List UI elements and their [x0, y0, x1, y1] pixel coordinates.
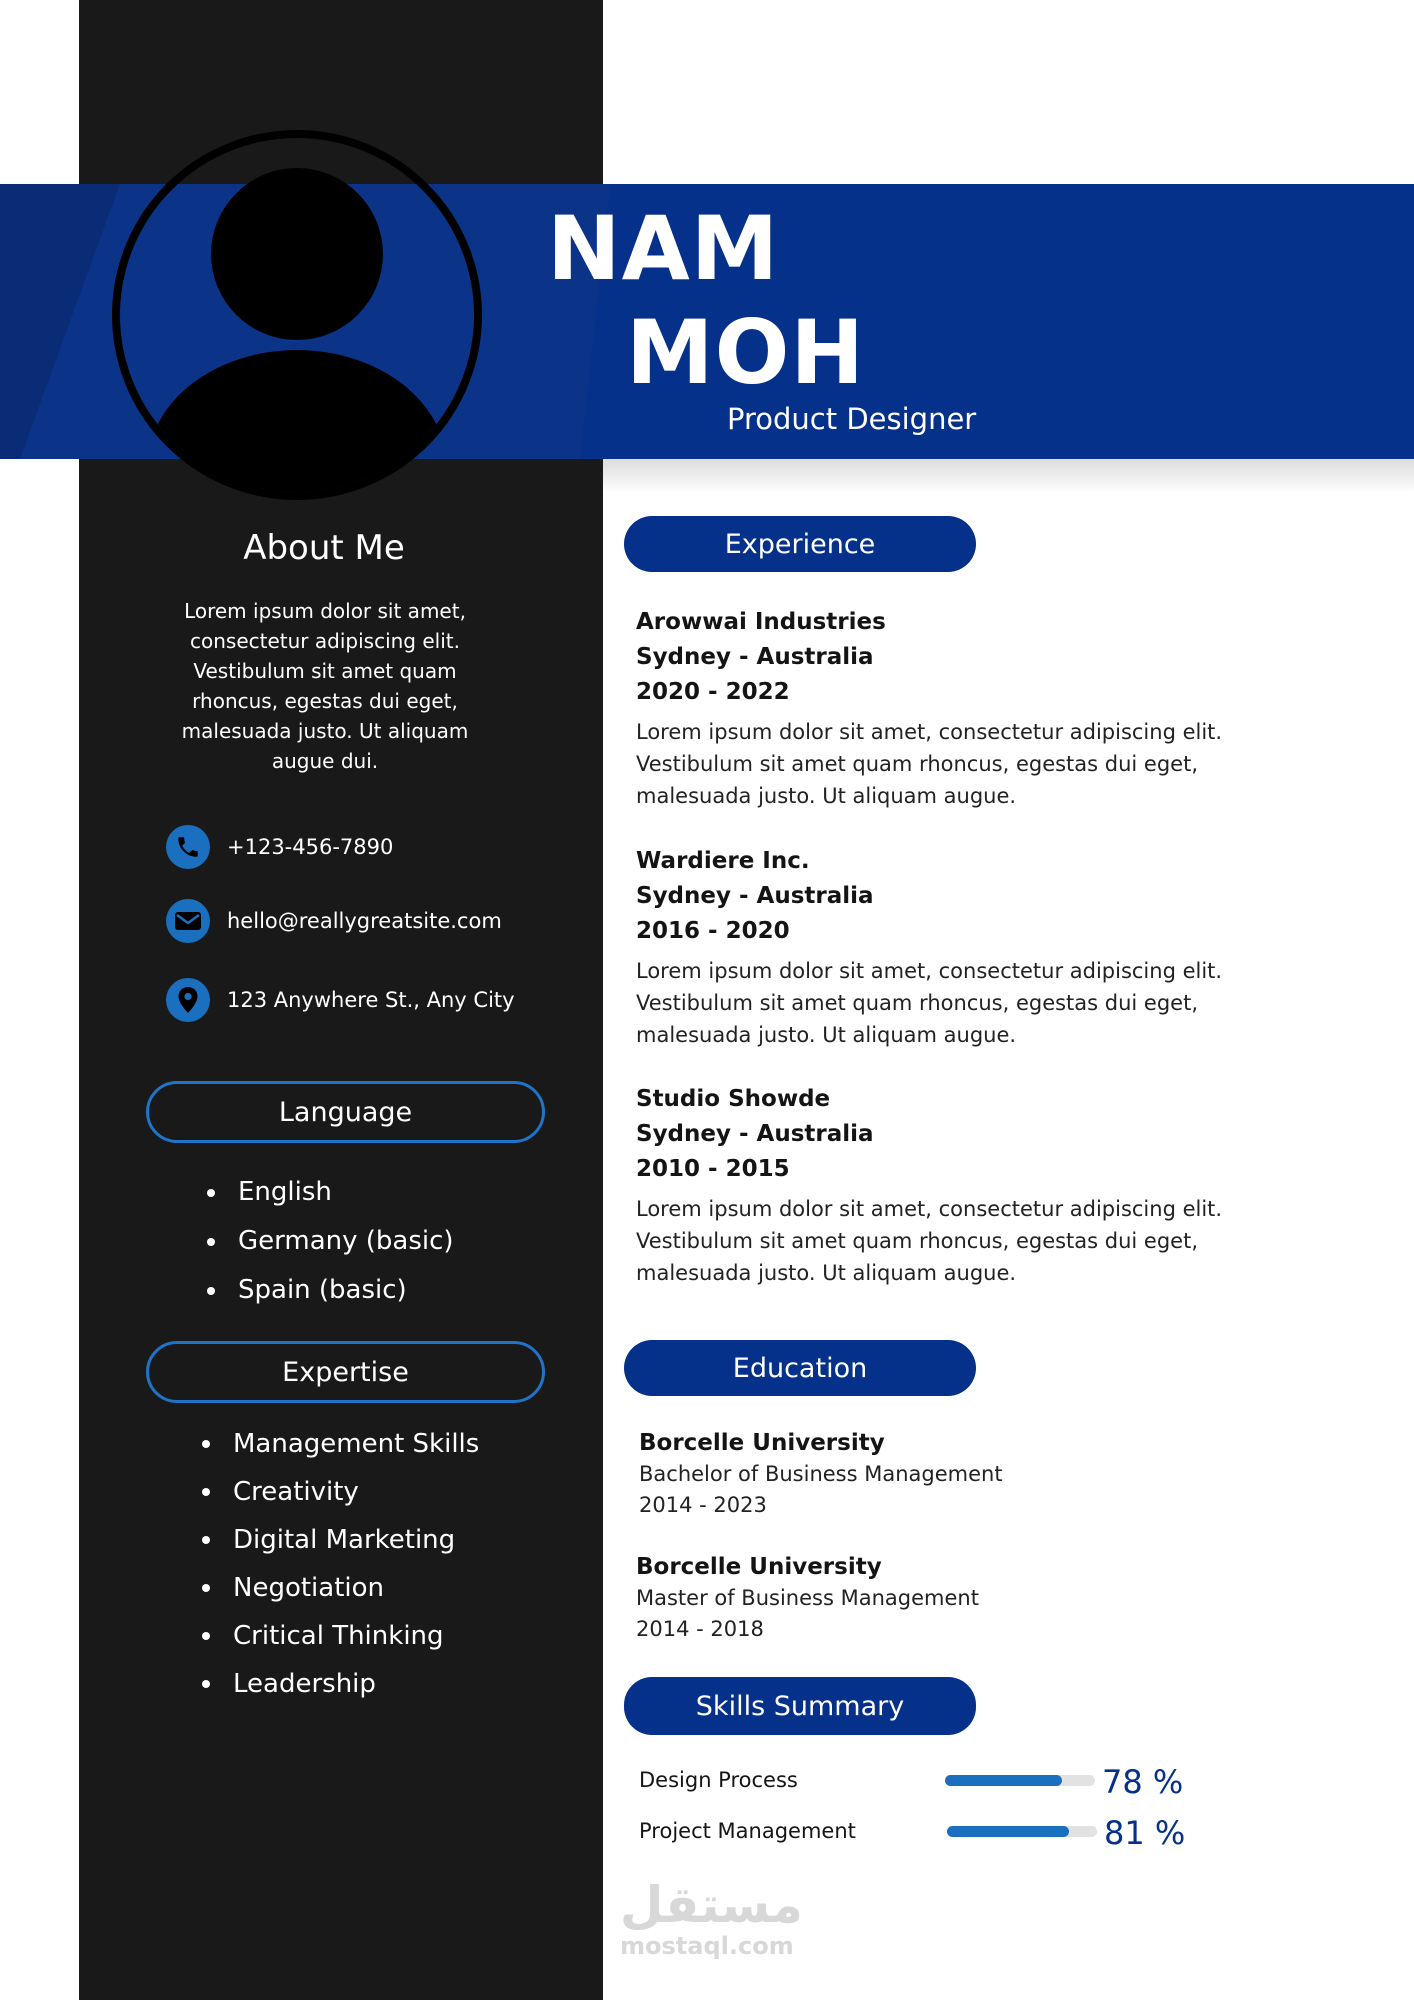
- watermark-latin: mostaql.com: [620, 1932, 794, 1960]
- skills-heading: Skills Summary: [624, 1677, 976, 1735]
- job-years: 2010 - 2015: [636, 1156, 790, 1182]
- street-address: 123 Anywhere St., Any City: [227, 988, 515, 1012]
- contact-phone: [166, 825, 393, 869]
- education-years: 2014 - 2023: [639, 1493, 767, 1517]
- last-name: MOH: [626, 301, 866, 404]
- email-address: hello@reallygreatsite.com: [227, 909, 502, 933]
- education-degree: Master of Business Management: [636, 1586, 979, 1610]
- first-name: NAM: [547, 197, 780, 300]
- avatar: [112, 130, 482, 500]
- skill-name: Project Management: [639, 1819, 856, 1843]
- watermark: [620, 1876, 803, 1960]
- skill-percent: 78 %: [1102, 1763, 1184, 1801]
- skill-percent: 81 %: [1104, 1814, 1186, 1852]
- list-item: Spain (basic): [207, 1266, 454, 1315]
- education-heading: Education: [624, 1340, 976, 1396]
- skill-bar: [945, 1775, 1095, 1786]
- skill-bar-fill: [947, 1826, 1069, 1837]
- skill-bar-fill: [945, 1775, 1062, 1786]
- list-item: Negotiation: [202, 1564, 479, 1612]
- expertise-heading: Expertise: [146, 1341, 545, 1403]
- contact-email: [166, 899, 502, 943]
- skill-bar: [947, 1826, 1097, 1837]
- language-heading: Language: [146, 1081, 545, 1143]
- job-years: 2016 - 2020: [636, 918, 790, 944]
- education-degree: Bachelor of Business Management: [639, 1462, 1003, 1486]
- skill-name: Design Process: [639, 1768, 798, 1792]
- education-entry: [636, 1551, 1136, 1645]
- experience-heading: Experience: [624, 516, 976, 572]
- job-company: Studio Showde: [636, 1086, 831, 1112]
- about-title: About Me: [243, 528, 405, 568]
- job-years: 2020 - 2022: [636, 679, 790, 705]
- job-entry: [636, 605, 1276, 812]
- contact-address: [166, 978, 515, 1022]
- list-item: Critical Thinking: [202, 1612, 479, 1660]
- job-location: Sydney - Australia: [636, 644, 874, 670]
- phone-number: +123-456-7890: [227, 835, 394, 859]
- list-item: Creativity: [202, 1468, 479, 1516]
- job-location: Sydney - Australia: [636, 1121, 874, 1147]
- list-item: Management Skills: [202, 1420, 479, 1468]
- education-entry: [639, 1427, 1139, 1521]
- education-school: Borcelle University: [639, 1430, 885, 1456]
- job-entry: [636, 1082, 1276, 1289]
- education-school: Borcelle University: [636, 1554, 882, 1580]
- job-description: Lorem ipsum dolor sit amet, consectetur adipiscing elit. Vestibulum sit amet quam rhoncus, egestas dui eget, malesuada justo. Ut aliquam augue.: [636, 720, 1223, 808]
- phone-icon: [166, 825, 210, 869]
- job-company: Wardiere Inc.: [636, 848, 810, 874]
- job-entry: [636, 844, 1276, 1051]
- job-title: Product Designer: [727, 402, 977, 436]
- education-years: 2014 - 2018: [636, 1617, 764, 1641]
- list-item: Digital Marketing: [202, 1516, 479, 1564]
- banner-shadow: [603, 459, 1414, 493]
- watermark-arabic: مستقل: [620, 1876, 803, 1934]
- map-pin-icon: [166, 978, 210, 1022]
- list-item: English: [207, 1168, 454, 1217]
- expertise-list: [202, 1420, 479, 1708]
- user-silhouette-icon: [120, 138, 474, 492]
- job-description: Lorem ipsum dolor sit amet, consectetur adipiscing elit. Vestibulum sit amet quam rhoncus, egestas dui eget, malesuada justo. Ut aliquam augue.: [636, 1197, 1223, 1285]
- list-item: Germany (basic): [207, 1217, 454, 1266]
- job-location: Sydney - Australia: [636, 883, 874, 909]
- job-description: Lorem ipsum dolor sit amet, consectetur adipiscing elit. Vestibulum sit amet quam rhoncus, egestas dui eget, malesuada justo. Ut aliquam augue.: [636, 959, 1223, 1047]
- list-item: Leadership: [202, 1660, 479, 1708]
- language-list: [207, 1168, 454, 1315]
- envelope-icon: [166, 899, 210, 943]
- job-company: Arowwai Industries: [636, 609, 886, 635]
- about-text: Lorem ipsum dolor sit amet, consectetur adipiscing elit. Vestibulum sit amet quam rhoncus, egestas dui eget, malesuada justo. Ut aliquam augue dui.: [181, 599, 469, 773]
